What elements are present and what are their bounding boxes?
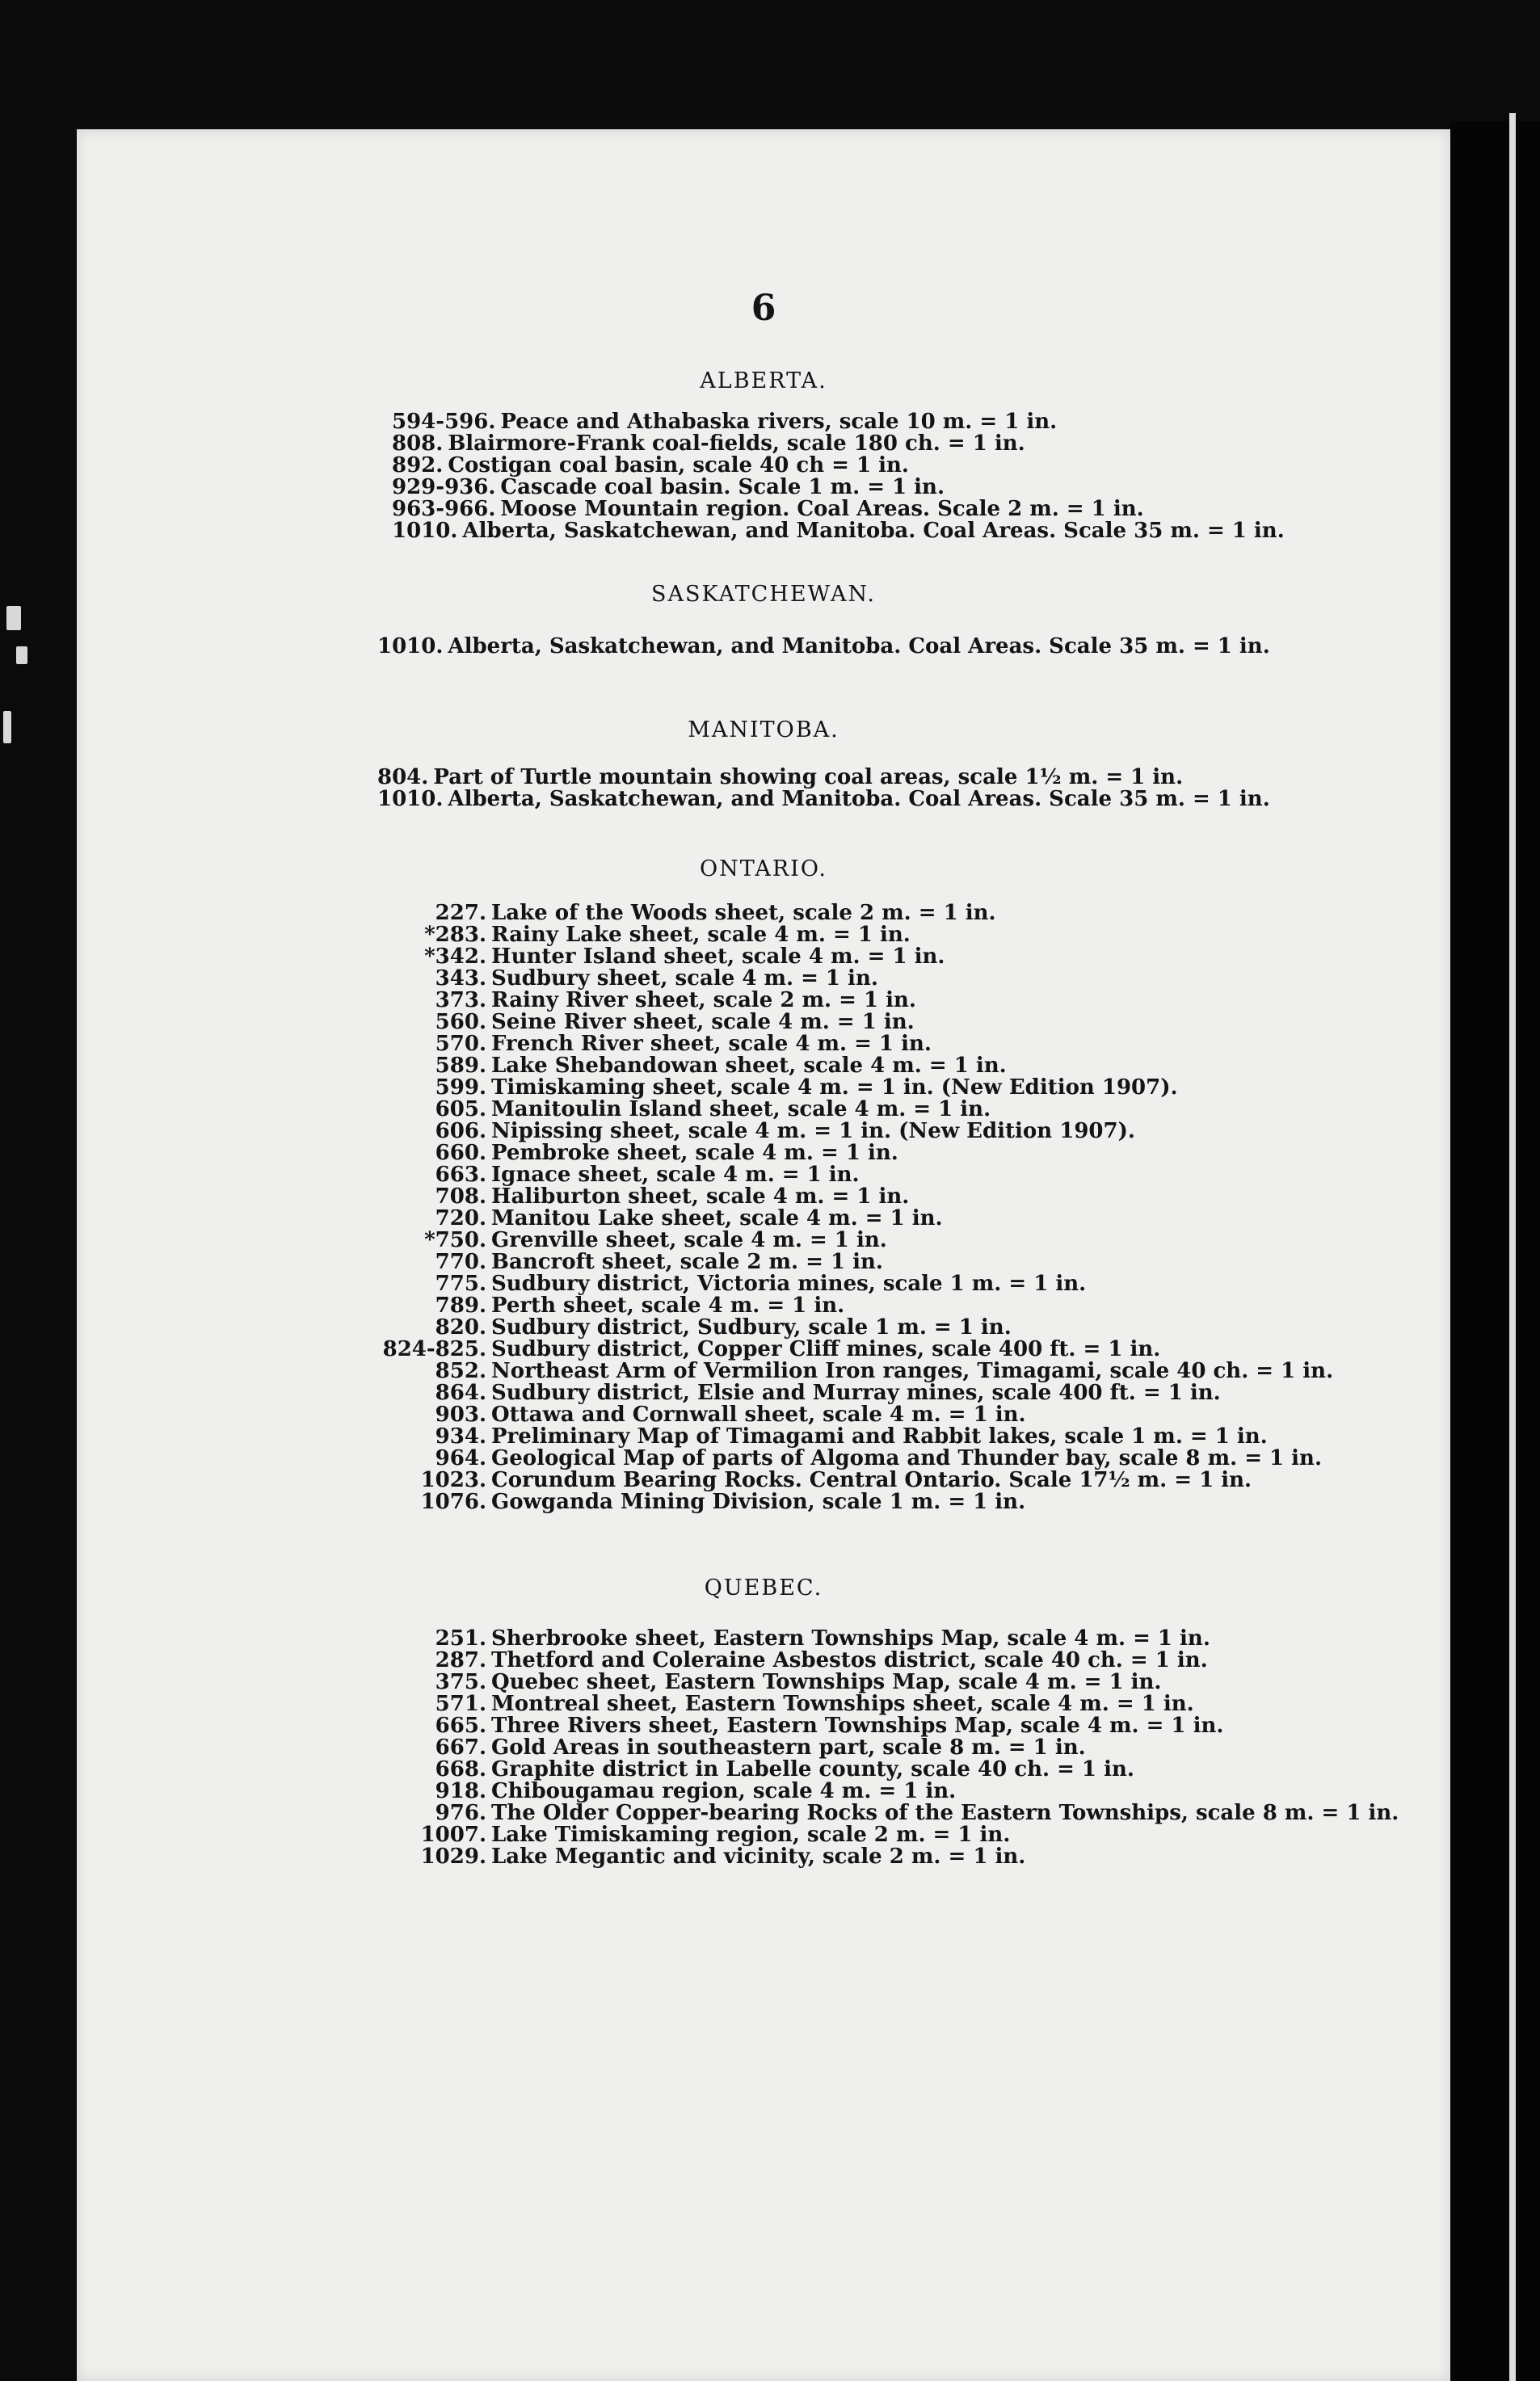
map-number: 934. — [435, 1424, 486, 1449]
map-entry — [77, 1737, 1450, 1759]
map-description: Lake Shebandowan sheet, scale 4 m. = 1 in. — [491, 1054, 1007, 1078]
map-number: 599. — [435, 1075, 486, 1100]
map-number: 373. — [435, 988, 486, 1012]
map-entry — [77, 1339, 1450, 1361]
map-description: Sudbury district, Copper Cliff mines, scale 400 ft. = 1 in. — [491, 1337, 1161, 1361]
map-description: Haliburton sheet, scale 4 m. = 1 in. — [491, 1184, 910, 1209]
section-heading-saskatchewan: SASKATCHEWAN. — [651, 582, 876, 607]
map-description: Alberta, Saskatchewan, and Manitoba. Coal Areas. Scale 35 m. = 1 in. — [462, 519, 1285, 543]
map-description: Lake Timiskaming region, scale 2 m. = 1 in. — [491, 1823, 1011, 1847]
map-entry — [77, 1142, 1450, 1164]
map-number: 820. — [435, 1315, 486, 1340]
map-number: 594-596. — [392, 410, 496, 434]
map-description: Chibougamau region, scale 4 m. = 1 in. — [491, 1779, 957, 1803]
map-description: Quebec sheet, Eastern Townships Map, scale 4 m. = 1 in. — [491, 1670, 1162, 1694]
map-number: 708. — [435, 1184, 486, 1209]
map-number: 720. — [435, 1206, 486, 1230]
map-description: Cascade coal basin. Scale 1 m. = 1 in. — [500, 475, 945, 499]
map-description: Graphite district in Labelle county, scale 40 ch. = 1 in. — [491, 1757, 1134, 1782]
map-description: Timiskaming sheet, scale 4 m. = 1 in. (New Edition 1907). — [491, 1075, 1178, 1100]
map-number: 343. — [435, 966, 486, 991]
map-entry — [77, 1033, 1450, 1055]
map-number: 808. — [392, 431, 444, 456]
map-description: Rainy River sheet, scale 2 m. = 1 in. — [491, 988, 916, 1012]
map-entry — [77, 1317, 1450, 1339]
section-alberta — [77, 368, 1450, 542]
map-description: Manitou Lake sheet, scale 4 m. = 1 in. — [491, 1206, 943, 1230]
map-number: 1010. — [377, 634, 444, 658]
map-entry — [77, 433, 1450, 455]
map-description: Montreal sheet, Eastern Townships sheet, scale 4 m. = 1 in. — [491, 1692, 1194, 1716]
map-number: 227. — [435, 901, 486, 925]
map-entry — [77, 1693, 1450, 1715]
map-entry — [77, 1803, 1450, 1824]
page-edge-strip — [1509, 113, 1516, 2381]
map-number: 589. — [435, 1054, 486, 1078]
page-number: 6 — [751, 288, 776, 329]
map-entry — [77, 520, 1450, 542]
map-description: Ignace sheet, scale 4 m. = 1 in. — [491, 1163, 860, 1187]
map-entry — [77, 1077, 1450, 1099]
scan-specks — [0, 590, 48, 800]
map-description: Sudbury sheet, scale 4 m. = 1 in. — [491, 966, 878, 991]
map-entry — [77, 455, 1450, 477]
map-number: 918. — [435, 1779, 486, 1803]
map-description: Gowganda Mining Division, scale 1 m. = 1 in. — [491, 1490, 1026, 1514]
map-number: 824-825. — [382, 1337, 486, 1361]
map-description: Lake of the Woods sheet, scale 2 m. = 1 in. — [491, 901, 996, 925]
map-description: Nipissing sheet, scale 4 m. = 1 in. (New Edition 1907). — [491, 1119, 1135, 1143]
map-entry — [77, 1824, 1450, 1846]
map-entry — [77, 1491, 1450, 1513]
document-page — [77, 129, 1450, 2381]
map-entry — [77, 498, 1450, 520]
map-description: Preliminary Map of Timagami and Rabbit lakes, scale 1 m. = 1 in. — [491, 1424, 1268, 1449]
map-number: 663. — [435, 1163, 486, 1187]
map-number: 570. — [435, 1032, 486, 1056]
map-number: 1007. — [420, 1823, 486, 1847]
map-number: 560. — [435, 1010, 486, 1034]
map-description: Grenville sheet, scale 4 m. = 1 in. — [491, 1228, 887, 1252]
map-description: Corundum Bearing Rocks. Central Ontario. Scale 17½ m. = 1 in. — [491, 1468, 1252, 1492]
map-entry — [77, 946, 1450, 968]
map-number: 1010. — [377, 787, 444, 811]
map-entry — [77, 1186, 1450, 1208]
map-number: *342. — [424, 944, 486, 969]
map-entry — [77, 1672, 1450, 1693]
section-heading-quebec: QUEBEC. — [704, 1575, 823, 1601]
map-entry — [77, 1361, 1450, 1382]
map-description: Thetford and Coleraine Asbestos district, scale 40 ch. = 1 in. — [491, 1648, 1208, 1672]
map-entry — [77, 1295, 1450, 1317]
map-entry — [77, 1251, 1450, 1273]
map-number: *750. — [424, 1228, 486, 1252]
map-entry — [77, 411, 1450, 433]
map-description: Peace and Athabaska rivers, scale 10 m. = 1 in. — [500, 410, 1058, 434]
map-description: Northeast Arm of Vermilion Iron ranges, Timagami, scale 40 ch. = 1 in. — [491, 1359, 1334, 1383]
section-heading-alberta: ALBERTA. — [700, 368, 827, 393]
map-number: 660. — [435, 1141, 486, 1165]
map-description: Sherbrooke sheet, Eastern Townships Map, scale 4 m. = 1 in. — [491, 1626, 1210, 1651]
map-entry — [77, 902, 1450, 924]
map-number: 667. — [435, 1735, 486, 1760]
map-entry — [77, 1099, 1450, 1121]
map-number: 770. — [435, 1250, 486, 1274]
map-entry — [77, 1781, 1450, 1803]
map-description: Alberta, Saskatchewan, and Manitoba. Coal Areas. Scale 35 m. = 1 in. — [448, 634, 1270, 658]
map-description: Hunter Island sheet, scale 4 m. = 1 in. — [491, 944, 945, 969]
map-number: 775. — [435, 1272, 486, 1296]
map-number: 605. — [435, 1097, 486, 1121]
map-entry — [77, 1628, 1450, 1650]
map-entry — [77, 1164, 1450, 1186]
map-number: 571. — [435, 1692, 486, 1716]
map-entry — [77, 636, 1450, 658]
map-number: 964. — [435, 1446, 486, 1470]
map-entry — [77, 1448, 1450, 1470]
map-description: Moose Mountain region. Coal Areas. Scale 2 m. = 1 in. — [500, 497, 1144, 521]
page-content — [77, 129, 1450, 2381]
map-number: 1029. — [420, 1845, 486, 1869]
map-description: Sudbury district, Elsie and Murray mines, scale 400 ft. = 1 in. — [491, 1381, 1221, 1405]
map-description: Ottawa and Cornwall sheet, scale 4 m. = 1 in. — [491, 1403, 1026, 1427]
map-description: Perth sheet, scale 4 m. = 1 in. — [491, 1294, 845, 1318]
map-number: 375. — [435, 1670, 486, 1694]
map-number: 1010. — [392, 519, 458, 543]
entry-list-saskatchewan — [77, 636, 1450, 658]
map-description: Alberta, Saskatchewan, and Manitoba. Coal Areas. Scale 35 m. = 1 in. — [448, 787, 1270, 811]
map-number: 1023. — [420, 1468, 486, 1492]
section-ontario — [77, 856, 1450, 1513]
map-entry — [77, 1426, 1450, 1448]
section-quebec — [77, 1575, 1450, 1868]
map-number: 606. — [435, 1119, 486, 1143]
map-entry — [77, 1012, 1450, 1033]
map-entry — [77, 968, 1450, 990]
map-entry — [77, 789, 1450, 810]
map-description: Sudbury district, Victoria mines, scale 1 m. = 1 in. — [491, 1272, 1087, 1296]
map-number: 976. — [435, 1801, 486, 1825]
map-number: *283. — [424, 923, 486, 947]
map-entry — [77, 477, 1450, 498]
map-number: 903. — [435, 1403, 486, 1427]
map-entry — [77, 990, 1450, 1012]
map-number: 251. — [435, 1626, 486, 1651]
map-description: Geological Map of parts of Algoma and Thunder bay, scale 8 m. = 1 in. — [491, 1446, 1323, 1470]
map-entry — [77, 1846, 1450, 1868]
map-description: Seine River sheet, scale 4 m. = 1 in. — [491, 1010, 915, 1034]
section-heading-ontario: ONTARIO. — [700, 856, 827, 881]
map-description: Part of Turtle mountain showing coal areas, scale 1½ m. = 1 in. — [433, 765, 1184, 789]
map-description: Rainy Lake sheet, scale 4 m. = 1 in. — [491, 923, 911, 947]
section-manitoba — [77, 717, 1450, 810]
map-entry — [77, 1230, 1450, 1251]
map-number: 963-966. — [392, 497, 496, 521]
map-description: Costigan coal basin, scale 40 ch = 1 in. — [448, 453, 909, 477]
map-number: 287. — [435, 1648, 486, 1672]
map-entry — [77, 1208, 1450, 1230]
map-number: 1076. — [420, 1490, 486, 1514]
map-entry — [77, 924, 1450, 946]
map-number: 852. — [435, 1359, 486, 1383]
map-entry — [77, 1382, 1450, 1404]
map-entry — [77, 1650, 1450, 1672]
map-number: 804. — [377, 765, 429, 789]
entry-list-ontario — [77, 902, 1450, 1513]
map-number: 668. — [435, 1757, 486, 1782]
map-description: Bancroft sheet, scale 2 m. = 1 in. — [491, 1250, 883, 1274]
entry-list-quebec — [77, 1628, 1450, 1868]
map-description: The Older Copper-bearing Rocks of the Eastern Townships, scale 8 m. = 1 in. — [491, 1801, 1399, 1825]
map-description: Pembroke sheet, scale 4 m. = 1 in. — [491, 1141, 898, 1165]
map-number: 665. — [435, 1714, 486, 1738]
section-heading-manitoba: MANITOBA. — [688, 717, 839, 742]
scan-border — [1450, 121, 1540, 2381]
map-entry — [77, 1273, 1450, 1295]
map-description: French River sheet, scale 4 m. = 1 in. — [491, 1032, 932, 1056]
map-entry — [77, 1121, 1450, 1142]
entry-list-alberta — [77, 411, 1450, 542]
map-entry — [77, 1715, 1450, 1737]
entry-list-manitoba — [77, 767, 1450, 810]
map-entry — [77, 1404, 1450, 1426]
map-number: 864. — [435, 1381, 486, 1405]
map-description: Three Rivers sheet, Eastern Townships Map, scale 4 m. = 1 in. — [491, 1714, 1224, 1738]
map-description: Lake Megantic and vicinity, scale 2 m. = 1 in. — [491, 1845, 1026, 1869]
map-number: 929-936. — [392, 475, 496, 499]
map-entry — [77, 1470, 1450, 1491]
map-description: Gold Areas in southeastern part, scale 8 m. = 1 in. — [491, 1735, 1086, 1760]
map-entry — [77, 1055, 1450, 1077]
map-number: 892. — [392, 453, 444, 477]
map-description: Sudbury district, Sudbury, scale 1 m. = 1 in. — [491, 1315, 1012, 1340]
map-number: 789. — [435, 1294, 486, 1318]
map-description: Manitoulin Island sheet, scale 4 m. = 1 in. — [491, 1097, 991, 1121]
map-entry — [77, 1759, 1450, 1781]
map-entry — [77, 767, 1450, 789]
section-saskatchewan — [77, 582, 1450, 658]
map-description: Blairmore-Frank coal-fields, scale 180 ch. = 1 in. — [448, 431, 1025, 456]
